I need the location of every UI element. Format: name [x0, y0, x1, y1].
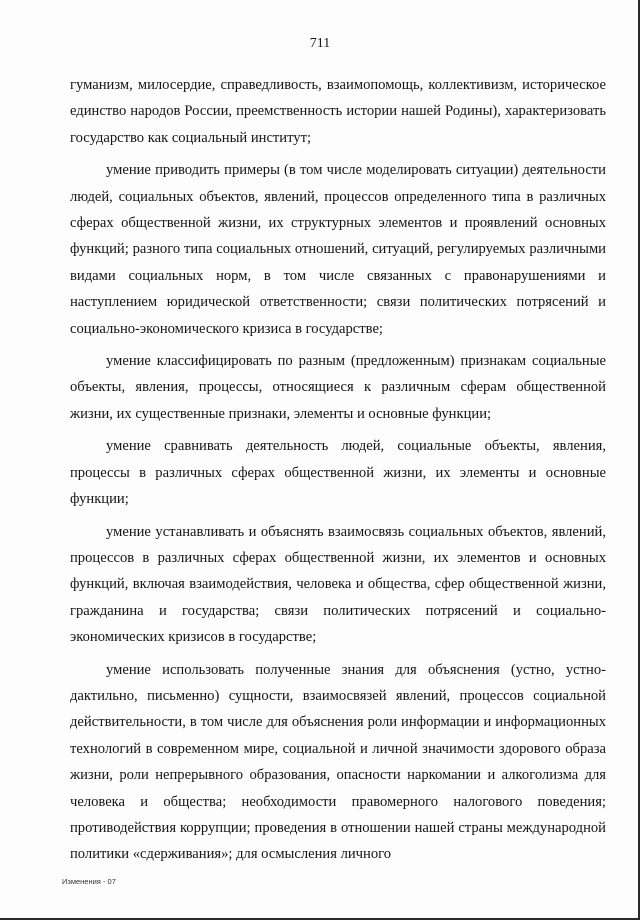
page-number: 711: [309, 36, 331, 51]
paragraph-6: умение использовать полученные знания для объяснения (устно, устно-дактильно, письменно) сущности, взаимосвязей явлений, процессов социальной действительности, в том числе для объяснения роли информации и информационных технологий в современном мире, социальной и личной значимости здорового образа жизни, роли непрерывного образования, опасности наркомании и алкоголизма для человека и общества; необходимости правомерного налогового поведения; противодействия коррупции; проведения в отношении нашей страны международной политики «сдерживания»; для осмысления личного: [70, 661, 606, 863]
paragraph-5: умение устанавливать и объяснять взаимосвязь социальных объектов, явлений, процессов в различных сферах общественной жизни, их элементов и основных функций, включая взаимодействия, человека и общества, сфер общественной жизни, гражданина и государства; связи политических потрясений и социально-экономических кризисов в государстве;: [70, 523, 606, 646]
paragraph-2: умение приводить примеры (в том числе моделировать ситуации) деятельности людей, социальных объектов, явлений, процессов определенного типа в различных сферах общественной жизни, их структурных элементов и проявлений основных функций; разного типа социальных отношений, ситуаций, регулируемых различными видами социальных норм, в том числе связанных с правонарушениями и наступлением юридической ответственности; связи политических потрясений и социально-экономического кризиса в государстве;: [70, 162, 606, 337]
footer-revision-note: Изменения - 07: [62, 877, 116, 886]
paragraph-4: умение сравнивать деятельность людей, социальные объекты, явления, процессы в различных сферах общественной жизни, их элементы и основные функции;: [70, 438, 606, 508]
paragraph-1: гуманизм, милосердие, справедливость, взаимопомощь, коллективизм, историческое единство народов России, преемственность истории нашей Родины), характеризовать государство как социальный институт;: [70, 77, 606, 146]
document-body: [70, 72, 606, 874]
paragraph-3: умение классифицировать по разным (предложенным) признакам социальные объекты, явления, процессы, относящиеся к различным сферам общественной жизни, их существенные признаки, элементы и основные функции;: [70, 353, 606, 422]
